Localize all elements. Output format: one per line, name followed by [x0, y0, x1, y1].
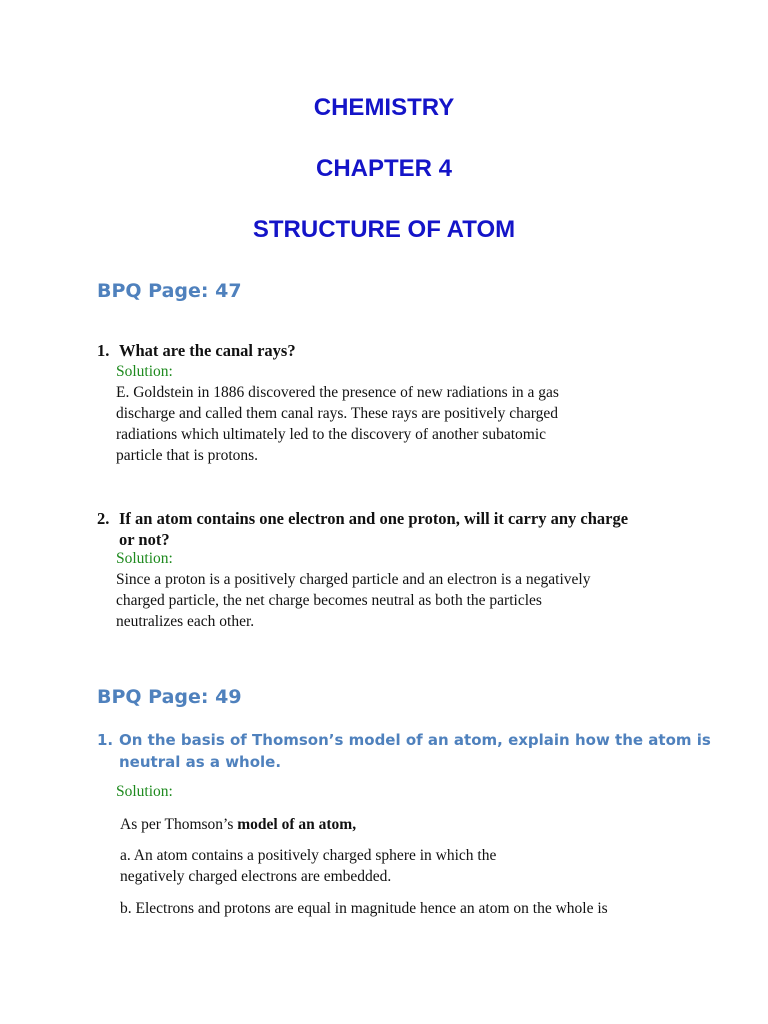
solution-label: Solution: — [116, 550, 173, 567]
chapter-name: STRUCTURE OF ATOM — [252, 216, 516, 243]
question-number: 2. — [97, 509, 110, 528]
point-a-line: a. An atom contains a positively charged sphere in which the — [120, 847, 497, 864]
question-text: What are the canal rays? — [119, 341, 296, 360]
answer-intro — [120, 814, 700, 835]
answer-line: particle that is protons. — [116, 447, 259, 464]
answer-line: E. Goldstein in 1886 discovered the presence of new radiations in a gas — [116, 384, 559, 401]
chapter-title: CHAPTER 4 — [315, 155, 453, 182]
question-text-continued: neutral as a whole. — [119, 753, 282, 771]
question-number: 1. — [97, 341, 110, 360]
question-number: 1. — [97, 731, 114, 749]
point-b: b. Electrons and protons are equal in magnitude hence an atom on the whole is — [120, 900, 608, 917]
point-a — [120, 845, 700, 887]
question-text: On the basis of Thomson’s model of an atom, explain how the atom is — [119, 731, 711, 749]
answer-line: charged particle, the net charge becomes neutral as both the particles — [116, 592, 542, 609]
question-thomson — [97, 729, 717, 773]
question-1 — [97, 340, 697, 361]
section-heading-page-49: BPQ Page: 49 — [97, 686, 242, 708]
intro-plain: As per Thomson’s — [120, 816, 238, 833]
answer-line: neutralizes each other. — [116, 613, 255, 630]
answer-line: radiations which ultimately led to the discovery of another subatomic — [116, 426, 547, 443]
answer-line: Since a proton is a positively charged particle and an electron is a negatively — [116, 571, 591, 588]
answer-2 — [116, 569, 696, 632]
answer-1 — [116, 382, 696, 466]
solution-label: Solution: — [116, 363, 173, 380]
intro-bold: model of an atom, — [237, 816, 357, 833]
question-text: If an atom contains one electron and one proton, will it carry any charge — [119, 509, 629, 528]
section-heading-page-47: BPQ Page: 47 — [97, 280, 242, 302]
question-text-continued: or not? — [119, 530, 170, 549]
question-2 — [97, 508, 697, 550]
point-a-line: negatively charged electrons are embedded. — [120, 868, 392, 885]
subject-title: CHEMISTRY — [313, 94, 455, 121]
solution-label: Solution: — [116, 783, 173, 800]
answer-line: discharge and called them canal rays. These rays are positively charged — [116, 405, 559, 422]
